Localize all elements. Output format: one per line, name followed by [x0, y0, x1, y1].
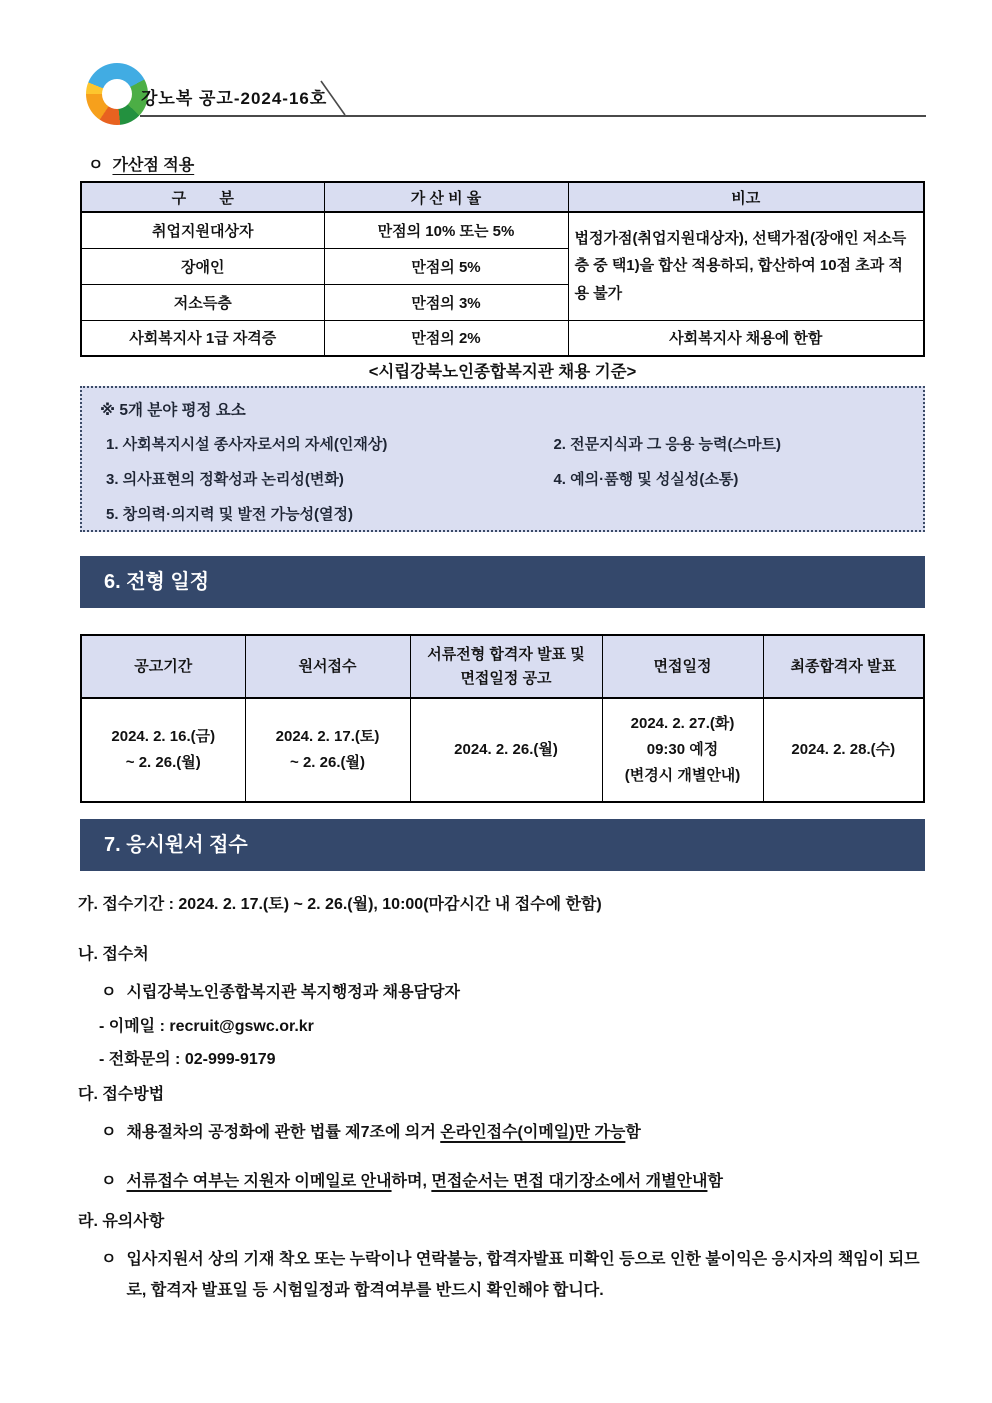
- cell-line: 2024. 2. 27.(화): [630, 714, 735, 732]
- table-row: [81, 320, 924, 356]
- cell-category: 사회복지사 1급 자격증: [81, 320, 324, 356]
- cell-announcement-period: [81, 698, 245, 802]
- para-method-item1: [101, 1119, 641, 1142]
- criteria-title: <시립강북노인종합복지관 채용 기준>: [368, 363, 637, 381]
- cell-category: 취업지원대상자: [81, 212, 324, 248]
- header-cell-announcement-period: 공고기간: [81, 635, 245, 698]
- para-caution: [101, 1244, 927, 1306]
- cell-remark: 사회복지사 채용에 한함: [568, 320, 924, 356]
- criteria-list: [100, 429, 905, 530]
- table-header-row: [81, 182, 924, 212]
- para-reception-period: [78, 891, 602, 914]
- header-cell-remark: 비고: [568, 182, 924, 212]
- method1-text: 채용절차의 공정화에 관한 법률 제7조에 의거: [126, 1124, 441, 1141]
- header-line: 면접일정 공고: [460, 669, 552, 687]
- reception-period-label: 가. 접수기간 :: [78, 896, 179, 913]
- cell-line: ~ 2. 26.(월): [125, 754, 201, 771]
- cell-ratio: 만점의 2%: [324, 320, 568, 356]
- method1-emphasis: 온라인접수(이메일)만 가능: [440, 1124, 626, 1141]
- table-row: [81, 698, 924, 802]
- header-cell-document-result: [410, 635, 602, 698]
- cell-final-result: 2024. 2. 28.(수): [763, 698, 924, 802]
- para-method-item2: [101, 1168, 723, 1191]
- reception-period-value: 2024. 2. 17.(토) ~ 2. 26.(월), 10:00(마감시간 내 접수에 한함): [178, 896, 602, 913]
- criteria-item: 1. 사회복지시설 종사자로서의 자세(인재상): [106, 436, 388, 453]
- header-cell-interview: 면접일정: [602, 635, 763, 698]
- header-cell-final-result: 최종합격자 발표: [763, 635, 924, 698]
- para-email: - 이메일 : recruit@gswc.or.kr: [99, 1018, 314, 1035]
- circle-bullet: ㅇ: [101, 1251, 117, 1268]
- header-rule: [140, 115, 926, 117]
- cell-line: 2024. 2. 17.(토): [275, 727, 380, 745]
- schedule-table: [80, 634, 925, 803]
- method2-emphasis1: 서류접수 여부는 지원자 이메일로 안내: [126, 1173, 392, 1190]
- office-name: 시립강북노인종합복지관 복지행정과 채용담당자: [126, 984, 460, 1001]
- para-reception-office: [101, 979, 460, 1002]
- bonus-title-text: 가산점 적용: [112, 157, 195, 174]
- cell-line: ~ 2. 26.(월): [290, 754, 365, 771]
- method2-emphasis2: 면접순서는 면접 대기장소에서 개별안내: [431, 1173, 708, 1190]
- header-slash: [318, 78, 352, 120]
- circle-bullet: ㅇ: [88, 157, 104, 174]
- criteria-item: 3. 의사표현의 정확성과 논리성(변화): [106, 471, 344, 488]
- criteria-box: [80, 386, 925, 532]
- section7-banner: 7. 응시원서 접수: [80, 819, 925, 871]
- cell-category: 저소득층: [81, 284, 324, 320]
- bonus-section-title: [88, 152, 194, 175]
- para-caution-label: 라. 유의사항: [78, 1213, 165, 1230]
- criteria-item: 5. 창의력·의지력 및 발전 가능성(열정): [106, 506, 354, 523]
- cell-line: 09:30 예정: [646, 740, 719, 758]
- cell-ratio: 만점의 3%: [324, 284, 568, 320]
- header-line: 서류전형 합격자 발표 및: [427, 645, 585, 663]
- header-cell-application: 원서접수: [245, 635, 410, 698]
- section6-banner: 6. 전형 일정: [80, 556, 925, 608]
- para-reception-office-label: 나. 접수처: [78, 946, 149, 963]
- method2-tail: 함: [707, 1173, 723, 1190]
- cell-line: (변경시 개별안내): [624, 767, 741, 785]
- header-cell-ratio: 가 산 비 율: [324, 182, 568, 212]
- doc-number: 강노복 공고-2024-16호: [141, 89, 328, 108]
- header-cell-category: 구 분: [81, 182, 324, 212]
- method1-tail: 함: [625, 1124, 641, 1141]
- cell-category: 장애인: [81, 248, 324, 284]
- caution-text: 입사지원서 상의 기재 착오 또는 누락이나 연락불능, 합격자발표 미확인 등으로 인한 불이익은 응시자의 책임이 되므로, 합격자 발표일 등 시험일정과 합격여부를 반드시 확인해야 합니다.: [126, 1251, 920, 1300]
- cell-remark-merged: 법정가점(취업지원대상자), 선택가점(장애인 저소득층 중 택1)을 합산 적용하되, 합산하여 10점 초과 적용 불가: [568, 212, 924, 320]
- circle-bullet: ㅇ: [101, 1124, 117, 1141]
- cell-line: 2024. 2. 16.(금): [111, 727, 216, 745]
- para-phone: - 전화문의 : 02-999-9179: [99, 1051, 276, 1068]
- para-method-label: 다. 접수방법: [78, 1086, 165, 1103]
- method2-mid: 하며,: [391, 1173, 432, 1190]
- cell-ratio: 만점의 5%: [324, 248, 568, 284]
- circle-bullet: ㅇ: [101, 984, 117, 1001]
- table-header-row: [81, 635, 924, 698]
- cell-interview: [602, 698, 763, 802]
- criteria-note-title: ※ 5개 분야 평정 요소: [100, 402, 246, 419]
- cell-application: [245, 698, 410, 802]
- bonus-table: [80, 181, 925, 357]
- cell-ratio: 만점의 10% 또는 5%: [324, 212, 568, 248]
- criteria-item: 4. 예의·품행 및 성실성(소통): [553, 471, 739, 488]
- table-row: [81, 212, 924, 248]
- circle-bullet: ㅇ: [101, 1173, 117, 1190]
- cell-document-result: 2024. 2. 26.(월): [410, 698, 602, 802]
- criteria-item: 2. 전문지식과 그 응용 능력(스마트): [553, 436, 781, 453]
- organization-logo-icon: [86, 63, 148, 125]
